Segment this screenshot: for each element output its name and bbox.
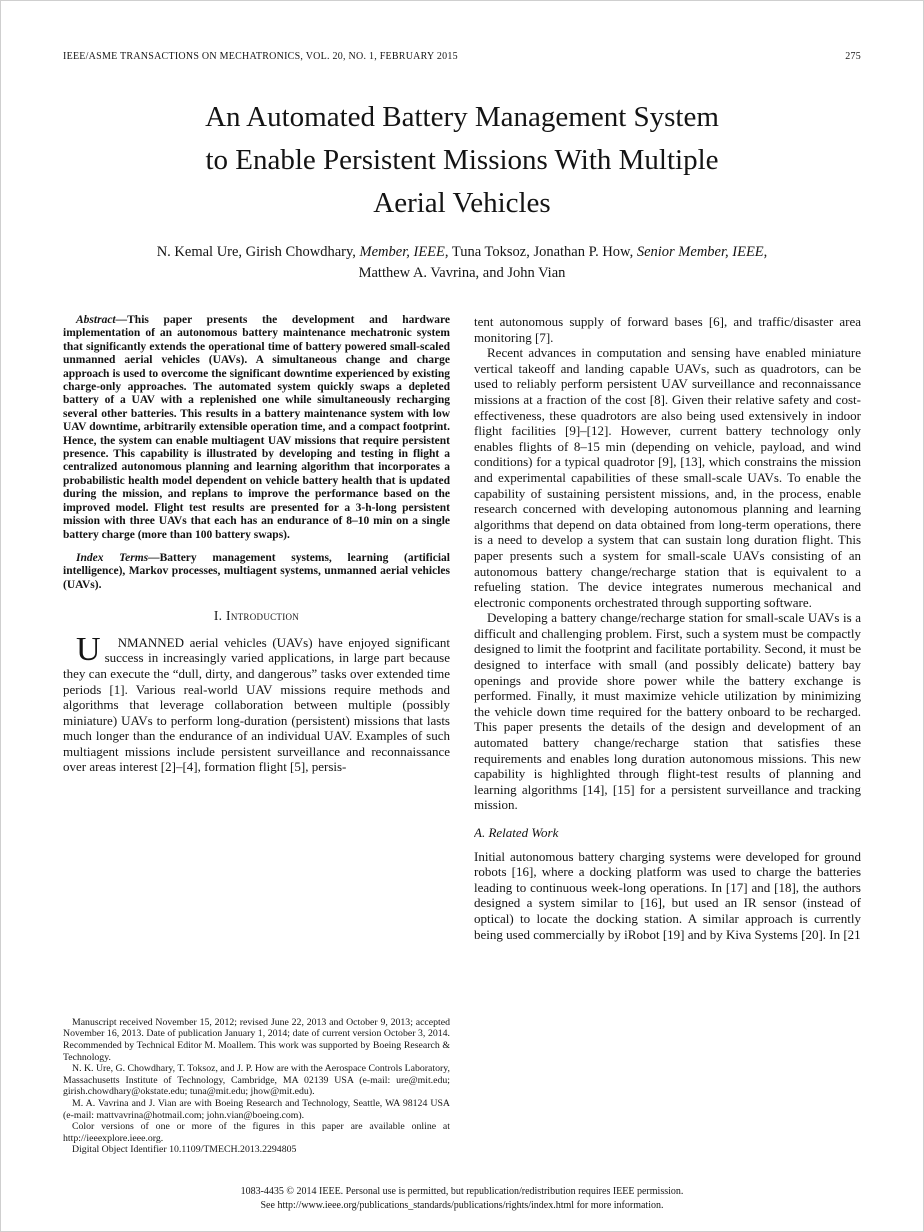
author-list — [63, 242, 861, 284]
introduction-paragraph — [63, 630, 450, 775]
journal-line: IEEE/ASME TRANSACTIONS ON MECHATRONICS, VOL. 20, NO. 1, FEBRUARY 2015 — [63, 51, 458, 62]
author-membership: Member, IEEE — [359, 244, 445, 260]
footnote-affiliation-1: N. K. Ure, G. Chowdhary, T. Toksoz, and J. P. How are with the Aerospace Controls Laboratory, Massachusetts Institute of Technology, Cambridge, MA 02139 USA (e-mail: ure@mit.edu; girish.chowdhary@okstate.edu; tuna@mit.edu; jhow@mit.edu). — [63, 1063, 450, 1098]
copyright-footer — [1, 1185, 923, 1213]
right-column — [474, 314, 861, 1160]
abstract-text: This paper presents the development and hardware implementation of an autonomous battery maintenance mechatronic system that significantly extends the operational time of battery powered small-scaled unmanned aerial vehicles (UAVs). A simultaneous change and charge approach is used to overcome the significant downtime experienced by existing charge-only approaches. The automated system quickly swaps a depleted battery of a UAV with a replenished one while simultaneously recharging several other batteries. This results in a battery maintenance system with low UAV downtime, arbitrarily extensible operation time, and a compact footprint. Hence, the system can enable multiagent UAV missions that require persistent presence. This capability is illustrated by developing and testing in flight a centralized autonomous planning and learning algorithm that incorporates a probabilistic health model dependent on vehicle battery health that is updated during the mission, and replans to improve the performance based on the improved model. Flight test results are presented for a 3-h-long persistent mission with three UAVs that each has an endurance of 8–10 min on a single battery charge (more than 100 battery swaps). — [63, 314, 450, 541]
section-heading-introduction: I. Introduction — [213, 608, 300, 624]
author-membership: Senior Member, IEEE — [636, 244, 764, 260]
author-segment: , — [763, 244, 768, 260]
footnote-color-versions: Color versions of one or more of the figures in this paper are available online at http://ieeexplore.ieee.org. — [63, 1121, 450, 1144]
title-line-3: Aerial Vehicles — [373, 187, 551, 219]
continuation-paragraph: tent autonomous supply of forward bases [6], and traffic/disaster area monitoring [7]. — [474, 314, 861, 345]
copyright-line-1: 1083-4435 © 2014 IEEE. Personal use is permitted, but republication/redistribution requires IEEE permission. — [240, 1186, 684, 1197]
index-terms-paragraph — [63, 552, 450, 592]
title-line-2: to Enable Persistent Missions With Multiple — [205, 144, 719, 176]
paper-title — [63, 96, 861, 225]
footnote-affiliation-2: M. A. Vavrina and J. Vian are with Boeing Research and Technology, Seattle, WA 98124 USA (e-mail: mattvavrina@hotmail.com; john.vian@boeing.com). — [63, 1098, 450, 1121]
running-head — [63, 51, 861, 62]
page-number: 275 — [845, 51, 861, 62]
author-segment: , Tuna Toksoz, Jonathan P. How, — [444, 244, 637, 260]
footnote-doi: Digital Object Identifier 10.1109/TMECH.2013.2294805 — [72, 1144, 297, 1156]
paragraph-developing-station: Developing a battery change/recharge station for small-scale UAVs is a difficult and challenging problem. First, such a system must be compactly designed to limit the footprint and facilitate portability. Second, it must be designed to interface with small (and possibly delicate) battery bay openings and provide shore power while the battery exchange is performed. Finally, it must maximize vehicle utilization by minimizing the vehicle down time required for the battery onboard to be recharged. This paper presents the details of the design and development of an automated battery change/recharge station that satisfies these requirements and enables long duration autonomous missions. This new capability is highlighted through flight-test results of planning and learning algorithms [14], [15] for a persistent surveillance and tracking mission. — [474, 610, 861, 813]
copyright-line-2: See http://www.ieee.org/publications_standards/publications/rights/index.html for more information. — [260, 1200, 664, 1211]
abstract-label: Abstract— — [76, 314, 128, 326]
introduction-paragraph-text: NMANNED aerial vehicles (UAVs) have enjoyed significant success in increasingly varied applications, in large part because they can execute the “dull, dirty, and dangerous” tasks over extended time periods [1]. Various real-world UAV missions require methods and algorithms that leverage collaboration between multiple (possibly miniature) UAVs to perform long-duration (persistent) missions that lasts much longer than the endurance of an individual UAV. Examples of such multiagent missions include persistent surveillance and reconnaissance over areas interest [2]–[4], formation flight [5], persis- — [63, 634, 450, 775]
subsection-heading-related-work: A. Related Work — [474, 825, 559, 840]
abstract-paragraph — [63, 314, 450, 542]
drop-cap: U — [76, 630, 101, 668]
paragraph-related-work: Initial autonomous battery charging systems were developed for ground robots [16], where a docking platform was used to charge the batteries leading to continuous week-long operations. In [17] and [18], the authors designed a system similar to [16], but used an IR sensor (instead of optical) to locate the docking station. A similar approach is currently being used commercially by iRobot [19] and by Kiva Systems [20]. In [21 — [474, 848, 861, 942]
index-terms-label: Index Terms— — [76, 551, 160, 564]
author-segment: N. Kemal Ure, Girish Chowdhary, — [156, 244, 360, 260]
left-column — [63, 314, 450, 1160]
author-line-2: Matthew A. Vavrina, and John Vian — [358, 265, 566, 281]
two-column-body — [63, 314, 861, 1160]
footnote-manuscript: Manuscript received November 15, 2012; revised June 22, 2013 and October 9, 2013; accepted November 16, 2013. Date of publication January 1, 2014; date of current version October 3, 2014. Recommended by Technical Editor M. Moallem. This work was supported by Boeing Research & Technology. — [63, 1016, 450, 1063]
first-page-footnote — [63, 1017, 450, 1160]
index-terms-text: Battery management systems, learning (artificial intelligence), Markov processes, multiagent systems, unmanned aerial vehicles (UAVs). — [63, 551, 450, 591]
paragraph-recent-advances: Recent advances in computation and sensing have enabled miniature vertical takeoff and landing capable UAVs, such as quadrotors, can be used to reliably perform persistent UAV surveillance and reconnaissance missions at a fraction of the cost [8]. Given their relative safety and cost-effectiveness, these quadrotors are also being used extensively in indoor flight facilities [9]–[12]. However, current battery technology only enables flights of 8–15 min (depending on vehicle, payload, and wind conditions) for a typical quadrotor [9], [13], which constrains the mission and experimental capabilities of these small-scale UAVs. To enable the capability of sustaining persistent missions, and, in the process, enable research concerned with developing autonomous planning and learning algorithms that depend on data obtained from long-term operations, there is a need to develop a system that can sustain long duration flight. This paper presents such a system for small-scale UAVs consisting of an autonomous battery change/recharge station that is equivalent to a refueling station. The device integrates numerous mechanical and electronic components orchestrated through supporting software. — [474, 345, 861, 610]
title-line-1: An Automated Battery Management System — [205, 101, 719, 133]
